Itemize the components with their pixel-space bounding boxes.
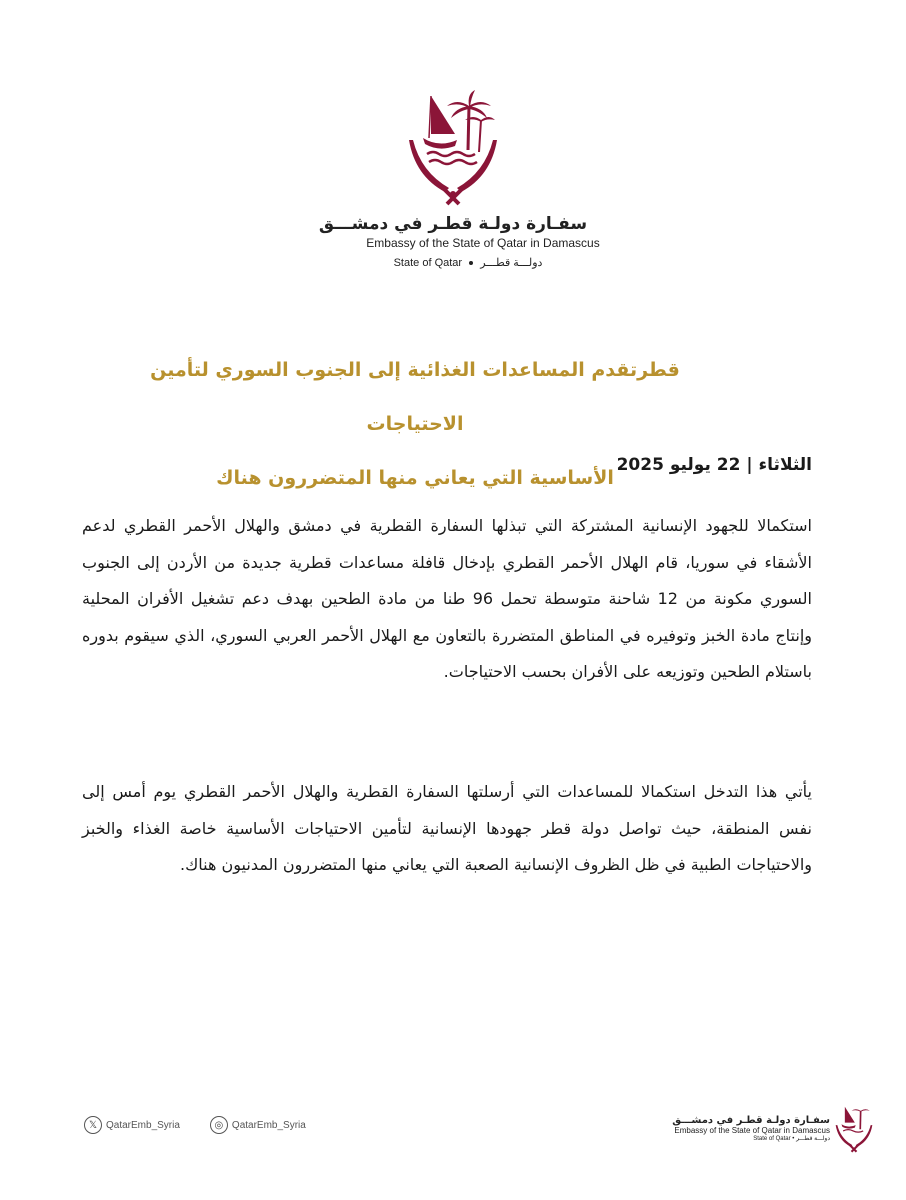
footer-text-block: [672, 1115, 830, 1142]
instagram-social-link[interactable]: [210, 1116, 306, 1134]
instagram-icon: ◎: [210, 1116, 228, 1134]
embassy-name-english: Embassy of the State of Qatar in Damascus: [366, 236, 600, 250]
footer-qatar-emblem-icon: [834, 1102, 874, 1154]
press-release-title: [100, 343, 730, 505]
body-paragraph-1: استكمالا للجهود الإنسانية المشتركة التي تبذلها السفارة القطرية في دمشق والهلال الأحمر القطري لدعم الأشقاء في سوريا، قام الهلال الأحمر القطري بإدخال قافلة مساعدات قطرية جديدة من الأردن إلى الجنوب السوري مكونة من 12 شاحنة متوسطة تحمل 96 طنا من مادة الطحين بهدف دعم تشغيل الأفران المحلية وإنتاج مادة الخبز وتوفيره في المناطق المتضررة بالتعاون مع الهلال الأحمر العربي السوري، الذي سيقوم بدوره باستلام الطحين وتوزيعه على الأفران بحسب الاحتياجات.: [82, 516, 813, 681]
qatar-emblem-icon: [405, 88, 501, 206]
title-line-1: قطرتقدم المساعدات الغذائية إلى الجنوب السوري لتأمين الاحتياجات: [150, 359, 680, 435]
title-line-2: الأساسية التي يعاني منها المتضررون هناك: [216, 467, 614, 489]
footer-letterhead: [672, 1102, 874, 1154]
footer-embassy-english: Embassy of the State of Qatar in Damascus: [674, 1125, 830, 1135]
body-paragraph-2: يأتي هذا التدخل استكمالا للمساعدات التي أرسلتها السفارة القطرية والهلال الأحمر القطري يوم أمس إلى نفس المنطقة، حيث تواصل دولة قطر جهودها الإنسانية لتأمين الاحتياجات الأساسية خاصة الغذاء والخبز والاحتياجات الطبية في ظل الظروف الإنسانية الصعبة التي يعاني منها المتضررون المدنيون هناك.: [82, 782, 812, 874]
footer-state-arabic: دولـــة قطـــر: [796, 1135, 830, 1142]
embassy-name-arabic: سفـارة دولـة قطـر في دمشـــق: [318, 214, 588, 234]
x-icon: 𝕏: [84, 1116, 102, 1134]
state-name-arabic: دولـــة قطـــر: [480, 257, 543, 269]
footer-state-line: State of Qatar • دولـــة قطـــر: [753, 1135, 830, 1142]
footer-embassy-arabic: سفـارة دولـة قطـر في دمشـــق: [672, 1114, 830, 1126]
x-handle: QatarEmb_Syria: [106, 1119, 180, 1131]
x-social-link[interactable]: [84, 1116, 180, 1134]
separator-dot: [469, 261, 473, 265]
instagram-handle: QatarEmb_Syria: [231, 1119, 306, 1131]
letterhead: [0, 88, 906, 269]
release-date: الثلاثاء | 22 يوليو 2025: [616, 455, 812, 475]
footer-state-english: State of Qatar: [753, 1135, 791, 1142]
state-name-english: State of Qatar: [393, 257, 463, 269]
footer-social-links: [84, 1116, 336, 1134]
state-of-qatar-line: [30, 256, 906, 269]
